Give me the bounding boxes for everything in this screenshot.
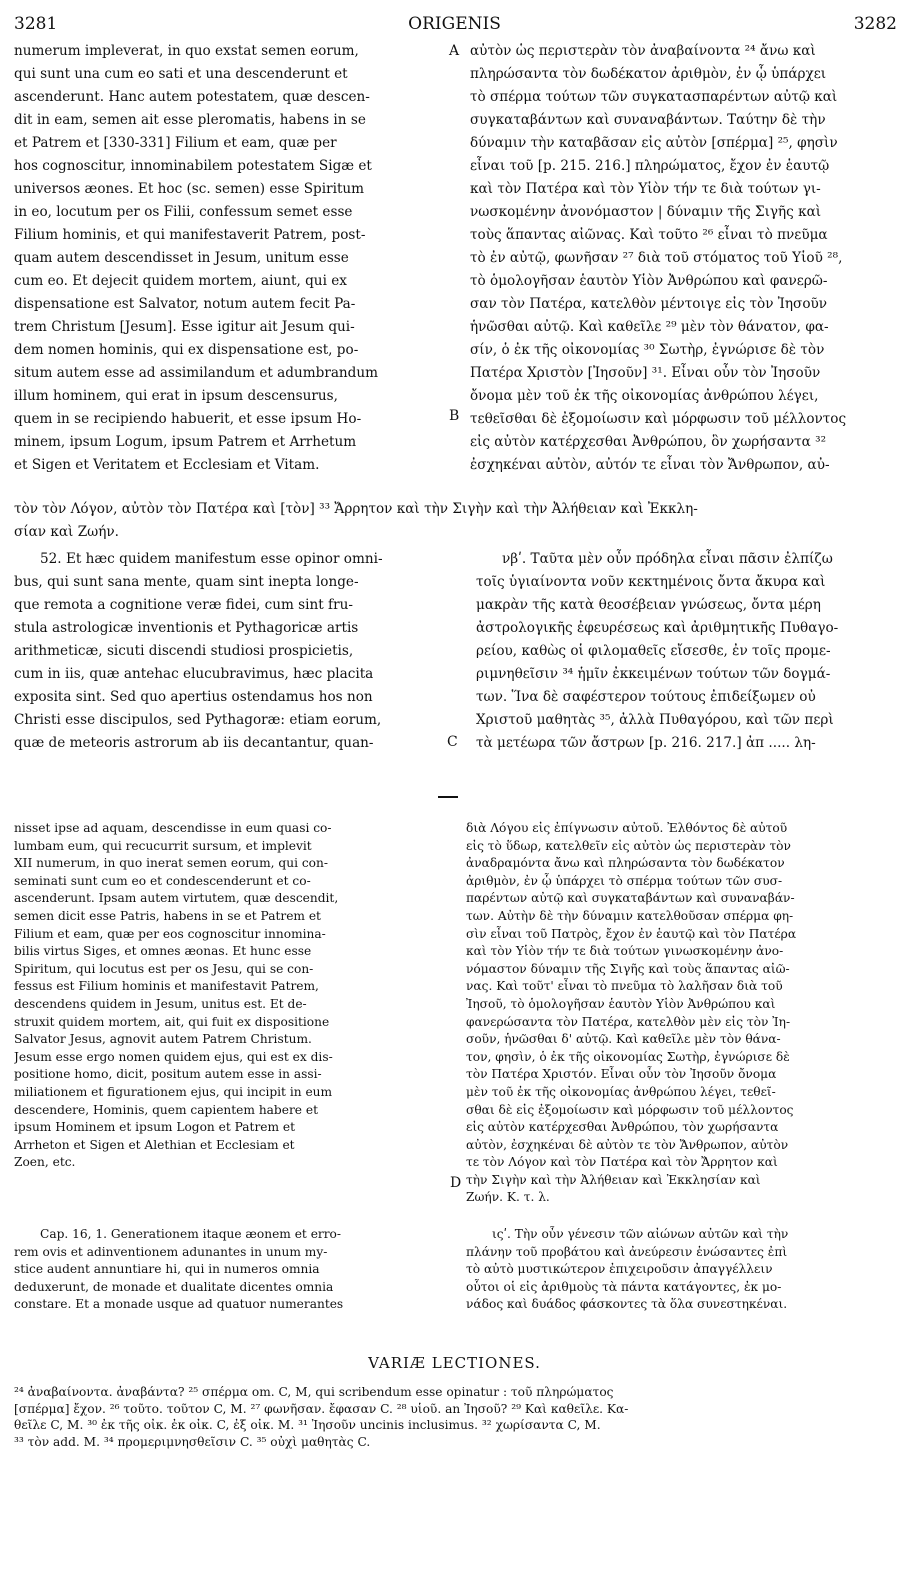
margin-letter-c: C [447,734,458,750]
text-line: Zoen, etc. [14,1155,76,1170]
chapter-52-greek [476,548,896,755]
text-line: τον, φησὶν, ὁ ἐκ τῆς οἰκονομίας Σωτὴρ, ἐγνώρισε δὲ [466,1049,790,1064]
margin-letter-a: A [449,43,460,59]
text-line: Arrheton et Sigen et Alethian et Ecclesiam et [14,1137,295,1152]
text-line: τεθεῖσθαι δὲ ἐξομοίωσιν καὶ μόρφωσιν τοῦ μέλλοντος [470,411,847,427]
text-line: μακρὰν τῆς κατὰ θεοσέβειαν γνώσεως, ὄντα μέρη [476,597,821,613]
text-line: ρείου, καθὼς οἱ φιλομαθεῖς εἴσεσθε, ἐν τοῖς προμε- [476,643,831,659]
text-line: εἰς τὸ ὕδωρ, κατελθεῖν εἰς αὐτὸν ὡς περιστερὰν τὸν [466,838,791,853]
text-line: ἀστρολογικῆς ἐφευρέσεως καὶ ἀριθμητικῆς Πυθαγο- [476,620,839,636]
text-line: θεῖλε C, M. ³⁰ ἐκ τῆς οἰκ. ἐκ οἰκ. C, ἐξ οἰκ. M. ³¹ Ἰησοῦν uncinis inclusimus. ³² χωρίσαντα C, M. [14,1418,601,1432]
text-line: cum in iis, quæ antehac elucubravimus, hæc placita [14,666,374,682]
text-line: ἀναδραμόντα ἄνω καὶ πληρώσαντα τὸν δωδέκατον [466,856,785,871]
section-divider [438,796,458,798]
text-line: ἀριθμὸν, ἐν ᾧ ὑπάρχει τὸ σπέρμα τούτων τῶν συσ- [466,873,783,888]
text-line: τὸν τὸν Λόγον, αὐτὸν τὸν Πατέρα καὶ [τὸν] ³³ Ἄρρητον καὶ τὴν Σιγὴν καὶ τὴν Ἀλήθειαν καὶ Ἐκκλη- [14,501,698,517]
text-line: XII numerum, in quo inerat semen eorum, qui con- [14,856,328,871]
text-line: seminati sunt cum eo et condescenderunt et co- [14,873,311,888]
text-line: αὐτὸν, ἐσχηκέναι δὲ αὐτὸν τε τὸν Ἄνθρωπον, αὐτὸν [466,1137,789,1152]
text-line: bus, qui sunt sana mente, quam sint inepta longe- [14,574,359,590]
cap-16-latin [14,1226,454,1314]
text-line: συγκαταβάντων καὶ συναναβάντων. Ταύτην δὲ τὴν [470,112,826,128]
text-line: ἡνῶσθαι αὐτῷ. Καὶ καθεῖλε ²⁹ μὲν τὸν θάνατον, φα- [470,319,829,335]
text-line: deduxerunt, de monade et dualitate dicentes omnia [14,1279,334,1294]
text-line: [σπέρμα] ἔχον. ²⁶ τοῦτο. τοῦτον C, M. ²⁷ φωνῆσαν. ἔφασαν C. ²⁸ υἱοῦ. an Ἰησοῦ? ²⁹ Καὶ καθεῖλε. Κα- [14,1401,629,1416]
greek-full-width-lines [14,498,894,544]
text-line: τὴν Σιγὴν καὶ τὴν Ἀλήθειαν καὶ Ἐκκλησίαν καὶ [466,1172,761,1187]
text-line: et Patrem et [330-331] Filium et eam, quæ per [14,135,337,151]
text-line: lumbam eum, qui recucurrit sursum, et implevit [14,838,312,853]
text-line: dit in eam, semen ait esse pleromatis, habens in se [14,112,366,128]
text-line: Πατέρα Χριστὸν [Ἰησοῦν] ³¹. Εἶναι οὖν τὸν Ἰησοῦν [470,365,821,381]
text-line: numerum impleverat, in quo exstat semen eorum, [14,43,359,59]
text-line: que remota a cognitione veræ fidei, cum sint fru- [14,597,353,613]
text-line: hos cognoscitur, innominabilem potestatem Sigæ et [14,158,372,174]
text-line: νωσκομένην ἀνονόμαστον | δύναμιν τῆς Σιγῆς καὶ [470,204,822,220]
text-line: φανερώσαντα τὸν Πατέρα, κατελθὸν μὲν εἰς τὸν Ἰη- [466,1014,791,1029]
text-line: in eo, locutum per os Filii, confessum semet esse [14,204,353,220]
text-line: exposita sint. Sed quo apertius ostendamus hos non [14,689,373,705]
text-line: νας. Καὶ τοῦτ' εἶναι τὸ πνεῦμα τὸ λαλῆσαν διὰ τοῦ [466,979,783,994]
running-title: ORIGENIS [408,14,501,34]
text-line: σὶν εἶναι τοῦ Πατρὸς, ἔχον ἐν ἑαυτῷ καὶ τὸν Πατέρα [466,926,797,941]
text-line: παρέντων αὐτῷ καὶ συγκαταβάντων καὶ συναναβάν- [466,891,795,906]
text-line: Cap. 16, 1. Generationem itaque æonem et erro- [40,1227,342,1241]
cap-16-greek [466,1226,896,1314]
text-line: τὸ σπέρμα τούτων τῶν συγκατασπαρέντων αὐτῷ καὶ [470,89,838,105]
text-line: ὄνομα μὲν τοῦ ἐκ τῆς οἰκονομίας ἀνθρώπου λέγει, [470,388,819,404]
text-line: ascenderunt. Ipsam autem virtutem, quæ descendit, [14,891,339,906]
text-line: universos æones. Et hoc (sc. semen) esse Spiritum [14,181,365,197]
text-line: τὸ αὐτὸ μυστικώτερον ἐπιχειροῦσιν ἀπαγγέλλειν [466,1262,773,1277]
text-line: ³³ τὸν add. M. ³⁴ προμεριμνησθεῖσιν C. ³⁵ οὐχὶ μαθητὰς C. [14,1434,371,1449]
text-line: Ἰησοῦ, τὸ ὁμολογῆσαν ἑαυτὸν Υἱὸν Ἀνθρώπου καὶ [466,996,776,1011]
text-line: fessus est Filium hominis et manifestavit Patrem, [14,979,319,994]
text-line: νόμαστον δύναμιν τῆς Σιγῆς καὶ τοὺς ἅπαντας αἰῶ- [466,961,790,976]
text-line: ipsum Hominem et ipsum Logon et Patrem et [14,1120,296,1135]
text-line: σαν τὸν Πατέρα, κατελθὸν μέντοιγε εἰς τὸν Ἰησοῦν [470,296,828,312]
text-line: δύναμιν τὴν καταβᾶσαν εἰς αὐτὸν [σπέρμα] ²⁵, φησὶν [470,135,838,151]
right-page-number: 3282 [853,14,897,34]
text-line: Jesum esse ergo nomen quidem ejus, qui est ex dis- [14,1049,333,1064]
text-line: descendere, Hominis, quem capientem habere et [14,1102,318,1117]
text-line: qui sunt una cum eo sati et una descenderunt et [14,66,348,82]
text-line: constare. Et a monade usque ad quatuor numerantes [14,1297,344,1312]
text-line: bilis virtus Siges, et omnes æonas. Et hunc esse [14,944,312,959]
text-line: σίαν καὶ Ζωήν. [14,524,119,540]
text-line: των. Ἵνα δὲ σαφέστερον τούτους ἐπιδείξωμεν οὐ [476,689,816,705]
lower-greek-column [466,820,896,1207]
text-line: τοὺς ἅπαντας αἰῶνας. Καὶ τοῦτο ²⁶ εἶναι τὸ πνεῦμα [470,227,828,243]
text-line: dispensatione est Salvator, notum autem fecit Pa- [14,296,356,312]
text-line: Χριστοῦ μαθητὰς ³⁵, ἀλλὰ Πυθαγόρου, καὶ τῶν περὶ [476,712,834,728]
text-line: stice audent annuntiare hi, qui in numeros omnia [14,1262,320,1277]
text-line: νάδος καὶ δυάδος φάσκοντες τὰ ὅλα συνεστηκέναι. [466,1297,788,1312]
text-line: Spiritum, qui locutus est per os Jesu, qui se con- [14,961,314,976]
text-line: των. Αὐτὴν δὲ τὴν δύναμιν κατελθοῦσαν σπέρμα φη- [466,908,794,923]
text-line: miliationem et figurationem ejus, qui incipit in eum [14,1084,333,1099]
text-line: πληρώσαντα τὸν δωδέκατον ἀριθμὸν, ἐν ᾧ ὑπάρχει [470,66,827,82]
text-line: trem Christum [Jesum]. Esse igitur ait Jesum qui- [14,319,355,335]
text-line: dem nomen hominis, qui ex dispensatione est, po- [14,342,359,358]
text-line: νβʹ. Ταῦτα μὲν οὖν πρόδηλα εἶναι πᾶσιν ἐλπίζω [502,551,833,567]
text-line: ascenderunt. Hanc autem potestatem, quæ descen- [14,89,370,105]
text-line: εἰς αὐτὸν κατέρχεσθαι Ἀνθρώπου, τὸν χωρήσαντα [466,1120,779,1135]
text-line: descendens quidem in Jesum, unitus est. Et de- [14,996,307,1011]
text-line: ριμνηθεῖσιν ³⁴ ἡμῖν ἐκκειμένων τούτων τῶν δογμά- [476,666,831,682]
text-line: Filium hominis, et qui manifestaverit Patrem, post- [14,227,366,243]
left-page-number: 3281 [14,14,58,34]
text-line: cum eo. Et dejecit quidem mortem, aiunt, qui ex [14,273,347,289]
text-line: arithmeticæ, sicuti discendi studiosi prospicietis, [14,643,354,659]
text-line: situm autem esse ad assimilandum et adumbrandum [14,365,379,381]
variae-lectiones-notes [14,1384,898,1450]
text-line: stula astrologicæ inventionis et Pythagoricæ artis [14,620,359,636]
text-line: σοῦν, ἡνῶσθαι δ' αὐτῷ. Καὶ καθεῖλε μὲν τὸν θάνα- [466,1032,781,1047]
lower-latin-column [14,820,454,1172]
text-line: positione homo, dicit, positum autem esse in assi- [14,1067,322,1082]
text-line: quæ de meteoris astrorum ab iis decantantur, quan- [14,735,374,751]
text-line: rem ovis et adinventionem adunantes in unum my- [14,1244,328,1259]
margin-letter-d: D [450,1175,462,1191]
text-line: illum hominem, qui erat in ipsum descensurus, [14,388,338,404]
text-line: ἐσχηκέναι αὐτὸν, αὐτόν τε εἶναι τὸν Ἄνθρωπον, αὐ- [470,457,830,473]
text-line: ιςʹ. Τὴν οὖν γένεσιν τῶν αἰώνων αὐτῶν καὶ τὴν [492,1227,789,1241]
text-line: Ζωήν. Κ. τ. λ. [466,1190,550,1205]
text-line: μὲν τοῦ ἐκ τῆς οἰκονομίας ἀνθρώπου λέγει, τεθεῖ- [466,1084,776,1099]
text-line: οὗτοι οἱ εἰς ἀριθμοὺς τὰ πάντα κατάγοντες, ἐκ μο- [466,1279,782,1294]
chapter-52-latin [14,548,454,755]
text-line: καὶ τὸν Υἱὸν τήν τε διὰ τούτων γινωσκομένην ἀνο- [466,944,784,959]
text-line: πλάνην τοῦ προβάτου καὶ ἀνεύρεσιν ἑνώσαντες ἐπὶ [466,1244,788,1259]
text-line: Christi esse discipulos, sed Pythagoræ: etiam eorum, [14,712,382,728]
text-line: αὐτὸν ὡς περιστερὰν τὸν ἀναβαίνοντα ²⁴ ἄνω καὶ [470,43,816,59]
upper-greek-column [470,40,896,477]
text-line: nisset ipse ad aquam, descendisse in eum quasi co- [14,821,332,835]
upper-latin-column [14,40,444,477]
text-line: τε τὸν Λόγον καὶ τὸν Πατέρα καὶ τὸν Ἄρρητον καὶ [466,1155,778,1170]
text-line: 52. Et hæc quidem manifestum esse opinor omni- [40,551,383,567]
text-line: σθαι δὲ εἰς ἐξομοίωσιν καὶ μόρφωσιν τοῦ μέλλοντος [466,1102,794,1117]
text-line: εἶναι τοῦ [p. 215. 216.] πληρώματος, ἔχον ἐν ἑαυτῷ [470,158,830,174]
text-line: τὰ μετέωρα τῶν ἄστρων [p. 216. 217.] ἀπ ..... λη- [476,735,816,751]
text-line: ²⁴ ἀναβαίνοντα. ἀναβάντα? ²⁵ σπέρμα om. C, M, qui scribendum esse opinatur : τοῦ πληρώματος [14,1385,614,1399]
text-line: struxit quidem mortem, ait, qui fuit ex dispositione [14,1014,330,1029]
text-line: τοῖς ὑγιαίνοντα νοῦν κεκτημένοις ὄντα ἄκυρα καὶ [476,574,826,590]
text-line: καὶ τὸν Πατέρα καὶ τὸν Υἱὸν τήν τε διὰ τούτων γι- [470,181,821,197]
text-line: εἰς αὐτὸν κατέρχεσθαι Ἀνθρώπου, ὃν χωρήσαντα ³² [470,434,827,450]
text-line: Salvator Jesus, agnovit autem Patrem Christum. [14,1032,312,1047]
text-line: Filium et eam, quæ per eos cognoscitur innomina- [14,926,326,941]
text-line: σίν, ὁ ἐκ τῆς οἰκονομίας ³⁰ Σωτὴρ, ἐγνώρισε δὲ τὸν [470,342,825,358]
text-line: minem, ipsum Logum, ipsum Patrem et Arrhetum [14,434,357,450]
text-line: τὸ ἐν αὐτῷ, φωνῆσαν ²⁷ διὰ τοῦ στόματος τοῦ Υἱοῦ ²⁸, [470,250,843,266]
text-line: διὰ Λόγου εἰς ἐπίγνωσιν αὐτοῦ. Ἐλθόντος δὲ αὐτοῦ [466,821,788,835]
text-line: semen dicit esse Patris, habens in se et Patrem et [14,908,321,923]
text-line: τὸ ὁμολογῆσαν ἑαυτὸν Υἱὸν Ἀνθρώπου καὶ φανερῶ- [470,273,828,289]
margin-letter-b: B [449,408,460,424]
text-line: et Sigen et Veritatem et Ecclesiam et Vitam. [14,457,320,473]
variae-lectiones-title: VARIÆ LECTIONES. [368,1354,541,1372]
text-line: quam autem descendisset in Jesum, unitum esse [14,250,349,266]
text-line: quem in se recipiendo habuerit, et esse ipsum Ho- [14,411,362,427]
text-line: τὸν Πατέρα Χριστόν. Εἶναι οὖν τὸν Ἰησοῦν ὄνομα [466,1067,777,1082]
